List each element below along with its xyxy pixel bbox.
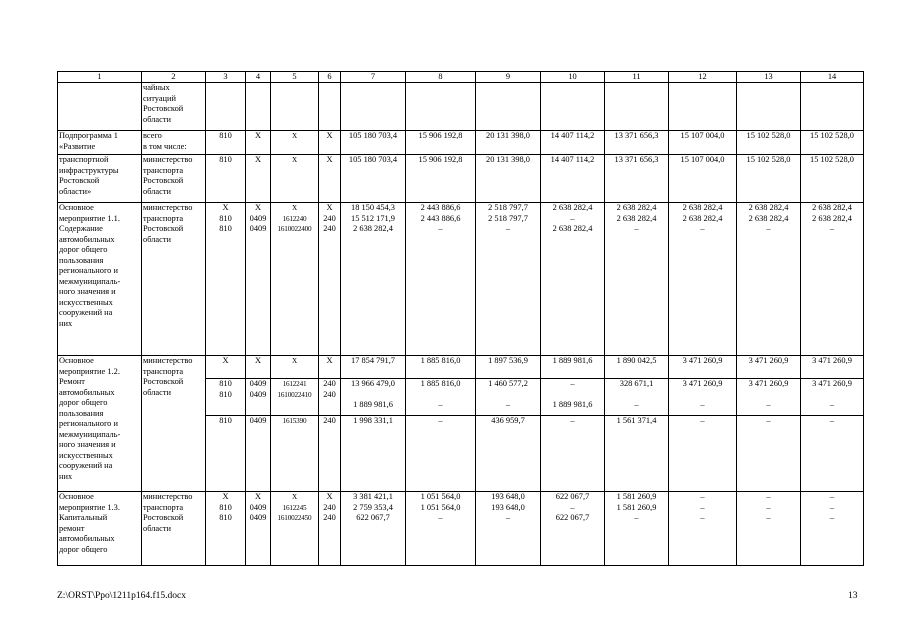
- executor-cell: министерство транспорта Ростовской области: [142, 155, 206, 203]
- value-cell: 1 889 981,6: [541, 356, 605, 379]
- code-cell: 810: [206, 155, 246, 203]
- code-cell: [246, 83, 271, 131]
- executor-cell: министерство транспорта Ростовской области: [142, 492, 206, 566]
- value-cell: –: [801, 416, 864, 492]
- value-cell: [669, 83, 737, 131]
- value-cell: 15 102 528,0: [801, 131, 864, 155]
- code-cell: Х: [271, 131, 319, 155]
- code-cell: Х 240 240: [319, 492, 341, 566]
- header-cell: 1: [58, 72, 142, 83]
- code-cell: Х 1612245 1610022450: [271, 492, 319, 566]
- value-cell: 2 638 282,4 2 638 282,4 –: [669, 203, 737, 356]
- code-cell: Х: [319, 356, 341, 379]
- code-cell: Х 810 810: [206, 492, 246, 566]
- row-name-cell: Подпрограмма 1 «Развитие: [58, 131, 142, 155]
- value-cell: 3 471 260,9 –: [737, 379, 801, 416]
- table-row: [58, 492, 864, 566]
- value-cell: 3 471 260,9: [801, 356, 864, 379]
- value-cell: 3 471 260,9 –: [801, 379, 864, 416]
- code-cell: 240: [319, 416, 341, 492]
- value-cell: 15 906 192,8: [406, 155, 476, 203]
- code-cell: Х 240 240: [319, 203, 341, 356]
- row-name-cell: Основное мероприятие 1.1. Содержание автомобильных дорог общего пользования регионального и межмуниципаль- ного значения и искусственных сооружений на них: [58, 203, 142, 356]
- value-cell: 1 885 816,0 –: [406, 379, 476, 416]
- value-cell: 14 407 114,2: [541, 131, 605, 155]
- value-cell: 2 638 282,4 2 638 282,4 –: [737, 203, 801, 356]
- header-row: [58, 72, 864, 83]
- row-name-cell: Основное мероприятие 1.2. Ремонт автомобильных дорог общего пользования регионального и межмуниципаль- ного значения и искусственных сооружений на них: [58, 356, 142, 492]
- code-cell: Х 0409 0409: [246, 203, 271, 356]
- table-row: [58, 83, 864, 131]
- code-cell: Х: [271, 155, 319, 203]
- code-cell: 0409 0409: [246, 379, 271, 416]
- value-cell: 2 638 282,4 2 638 282,4 –: [801, 203, 864, 356]
- code-cell: 810 810: [206, 379, 246, 416]
- header-cell: 5: [271, 72, 319, 83]
- header-cell: 3: [206, 72, 246, 83]
- table-row: [58, 131, 864, 155]
- value-cell: –: [541, 416, 605, 492]
- value-cell: – 1 889 981,6: [541, 379, 605, 416]
- value-cell: – – –: [669, 492, 737, 566]
- code-cell: Х 0409 0409: [246, 492, 271, 566]
- value-cell: 1 885 816,0: [406, 356, 476, 379]
- value-cell: 14 407 114,2: [541, 155, 605, 203]
- table-row: [58, 203, 864, 356]
- header-cell: 13: [737, 72, 801, 83]
- value-cell: 2 638 282,4 – 2 638 282,4: [541, 203, 605, 356]
- value-cell: [605, 83, 669, 131]
- value-cell: 2 443 886,6 2 443 886,6 –: [406, 203, 476, 356]
- code-cell: [319, 83, 341, 131]
- header-cell: 7: [341, 72, 406, 83]
- table-row: [58, 356, 864, 379]
- value-cell: 15 107 004,0: [669, 155, 737, 203]
- header-cell: 2: [142, 72, 206, 83]
- header-cell: 12: [669, 72, 737, 83]
- header-cell: 9: [476, 72, 541, 83]
- value-cell: 15 102 528,0: [801, 155, 864, 203]
- value-cell: 105 180 703,4: [341, 155, 406, 203]
- row-name-cell: [58, 83, 142, 131]
- executor-cell: министерство транспорта Ростовской области: [142, 356, 206, 492]
- value-cell: 13 966 479,0 1 889 981,6: [341, 379, 406, 416]
- executor-cell: министерство транспорта Ростовской области: [142, 203, 206, 356]
- value-cell: 1 998 331,1: [341, 416, 406, 492]
- value-cell: 2 518 797,7 2 518 797,7 –: [476, 203, 541, 356]
- header-cell: 11: [605, 72, 669, 83]
- value-cell: 1 561 371,4: [605, 416, 669, 492]
- header-cell: 6: [319, 72, 341, 83]
- code-cell: 810: [206, 416, 246, 492]
- value-cell: 193 648,0 193 648,0 –: [476, 492, 541, 566]
- value-cell: 15 102 528,0: [737, 155, 801, 203]
- value-cell: 2 638 282,4 2 638 282,4 –: [605, 203, 669, 356]
- code-cell: Х: [206, 356, 246, 379]
- value-cell: [476, 83, 541, 131]
- value-cell: [406, 83, 476, 131]
- executor-cell: чайных ситуаций Ростовской области: [142, 83, 206, 131]
- budget-table: [57, 71, 864, 566]
- table-row: [58, 155, 864, 203]
- value-cell: 1 890 042,5: [605, 356, 669, 379]
- code-cell: Х 1612240 1610022400: [271, 203, 319, 356]
- value-cell: 436 959,7: [476, 416, 541, 492]
- value-cell: 20 131 398,0: [476, 131, 541, 155]
- executor-cell: всего в том числе:: [142, 131, 206, 155]
- value-cell: 15 906 192,8: [406, 131, 476, 155]
- code-cell: 1612241 1610022410: [271, 379, 319, 416]
- value-cell: –: [737, 416, 801, 492]
- value-cell: 622 067,7 – 622 067,7: [541, 492, 605, 566]
- value-cell: [341, 83, 406, 131]
- value-cell: 1 051 564,0 1 051 564,0 –: [406, 492, 476, 566]
- code-cell: 1615390: [271, 416, 319, 492]
- value-cell: 17 854 791,7: [341, 356, 406, 379]
- value-cell: 3 471 260,9: [737, 356, 801, 379]
- code-cell: Х: [246, 131, 271, 155]
- header-cell: 14: [801, 72, 864, 83]
- code-cell: [206, 83, 246, 131]
- header-cell: 10: [541, 72, 605, 83]
- code-cell: Х: [271, 356, 319, 379]
- value-cell: 3 381 421,1 2 759 353,4 622 067,7: [341, 492, 406, 566]
- value-cell: 20 131 398,0: [476, 155, 541, 203]
- value-cell: –: [406, 416, 476, 492]
- value-cell: 3 471 260,9: [669, 356, 737, 379]
- value-cell: 1 581 260,9 1 581 260,9 –: [605, 492, 669, 566]
- code-cell: Х: [246, 356, 271, 379]
- footer-page-number: 13: [848, 591, 858, 601]
- value-cell: 328 671,1 –: [605, 379, 669, 416]
- code-cell: 240 240: [319, 379, 341, 416]
- code-cell: 810: [206, 131, 246, 155]
- value-cell: 3 471 260,9 –: [669, 379, 737, 416]
- row-name-cell: транспортной инфраструктуры Ростовской области»: [58, 155, 142, 203]
- code-cell: [271, 83, 319, 131]
- value-cell: [801, 83, 864, 131]
- header-cell: 4: [246, 72, 271, 83]
- code-cell: Х: [246, 155, 271, 203]
- value-cell: – – –: [737, 492, 801, 566]
- value-cell: 105 180 703,4: [341, 131, 406, 155]
- code-cell: Х: [319, 155, 341, 203]
- header-cell: 8: [406, 72, 476, 83]
- code-cell: Х 810 810: [206, 203, 246, 356]
- value-cell: 18 150 454,3 15 512 171,9 2 638 282,4: [341, 203, 406, 356]
- value-cell: 13 371 656,3: [605, 155, 669, 203]
- row-name-cell: Основное мероприятие 1.3. Капитальный ремонт автомобильных дорог общего: [58, 492, 142, 566]
- value-cell: 1 897 536,9: [476, 356, 541, 379]
- value-cell: 13 371 656,3: [605, 131, 669, 155]
- value-cell: 15 107 004,0: [669, 131, 737, 155]
- value-cell: [737, 83, 801, 131]
- value-cell: 15 102 528,0: [737, 131, 801, 155]
- value-cell: [541, 83, 605, 131]
- footer-file-path: Z:\ORST\Ppo\1211p164.f15.docx: [57, 591, 186, 601]
- value-cell: –: [669, 416, 737, 492]
- code-cell: Х: [319, 131, 341, 155]
- code-cell: 0409: [246, 416, 271, 492]
- value-cell: 1 460 577,2 –: [476, 379, 541, 416]
- value-cell: – – –: [801, 492, 864, 566]
